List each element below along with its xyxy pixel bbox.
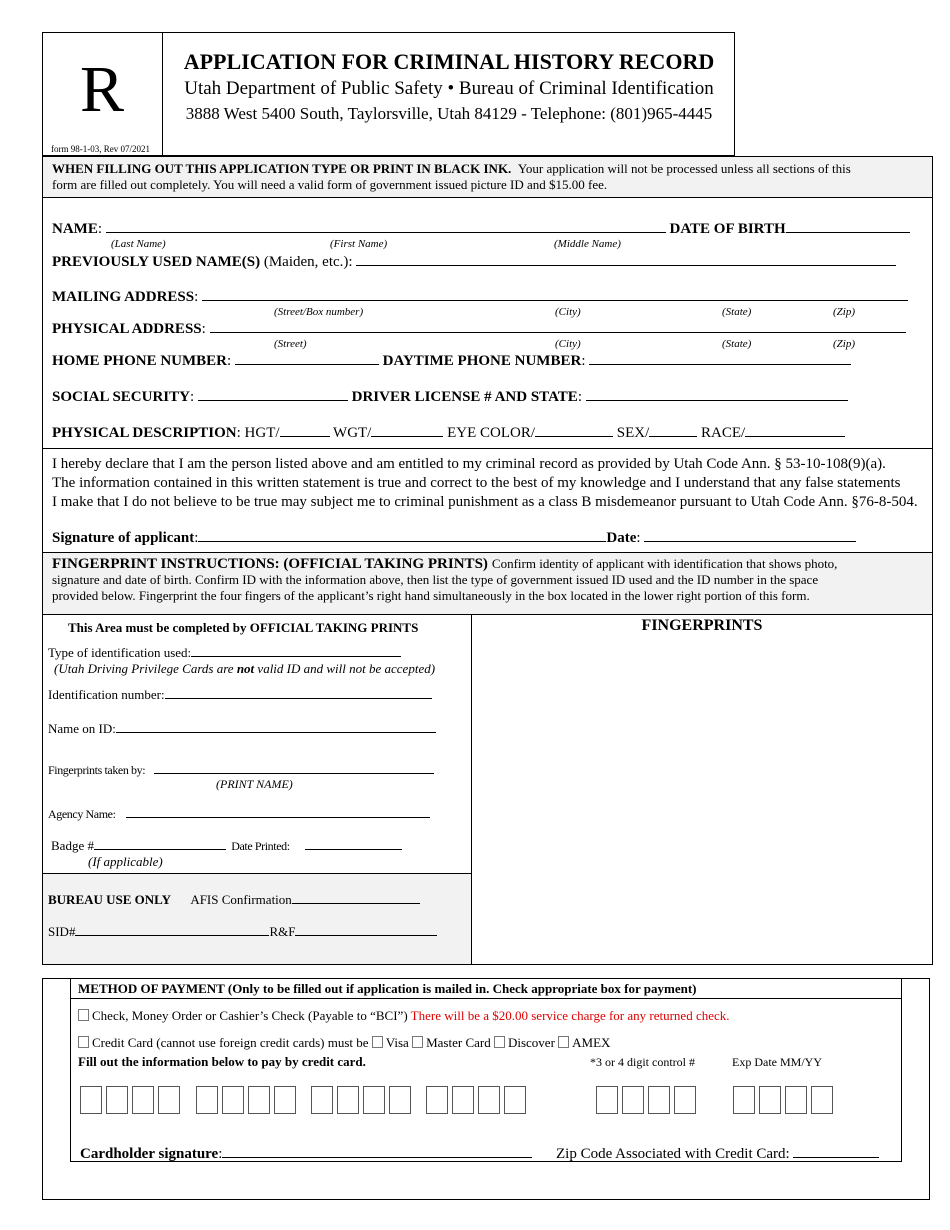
agency-address: 3888 West 5400 South, Taylorsville, Utah 84129 - Telephone: (801)965-4445 [185, 104, 713, 123]
name-label: NAME [52, 221, 98, 237]
column-divider [471, 615, 472, 965]
physical-address-row: PHYSICAL ADDRESS: [52, 319, 906, 338]
zip-row [556, 1144, 879, 1163]
mailing-state-text: State [725, 306, 748, 318]
cardholder-signature-field[interactable] [222, 1144, 532, 1158]
first-name-text: First Name [333, 238, 384, 250]
ssn-dl-row: SOCIAL SECURITY: DRIVER LICENSE # AND STATE: [52, 387, 848, 406]
dl-field[interactable] [586, 387, 848, 401]
card-digit-box[interactable] [248, 1086, 270, 1114]
previous-names-suffix: (Maiden, etc.): [263, 254, 353, 270]
rf-label: R&F [269, 924, 296, 939]
form-title: APPLICATION FOR CRIMINAL HISTORY RECORD [183, 49, 715, 74]
divider-declaration [43, 448, 932, 449]
if-applicable-text: If applicable [92, 854, 159, 869]
physical-city-caption: (City) [555, 338, 581, 350]
fill-credit-label: Fill out the information below to pay by credit card. [78, 1054, 366, 1069]
control-digit-box[interactable] [622, 1086, 644, 1114]
payment-inner-box [70, 978, 902, 1162]
ssn-label: SOCIAL SECURITY [52, 389, 190, 405]
name-on-id-row [48, 721, 436, 737]
card-digit-box[interactable] [132, 1086, 154, 1114]
cardholder-row: Cardholder signature: [80, 1144, 532, 1163]
previous-names-row [52, 252, 896, 271]
agency-name: Utah Department of Public Safety • Bureau of Criminal Identification [184, 78, 714, 99]
credit-option-label: Credit Card (cannot use foreign credit cards) must be [92, 1035, 369, 1050]
dl-label: DRIVER LICENSE # AND STATE [351, 389, 578, 405]
form-letter: R [79, 53, 125, 126]
physical-state-text: State [725, 338, 748, 350]
signature-date-field[interactable] [644, 528, 856, 542]
check-option-label: Check, Money Order or Cashier’s Check (Payable to “BCI”) [92, 1008, 408, 1023]
payment-heading: METHOD OF PAYMENT (Only to be filled out if application is mailed in. Check appropriate box for payment) [78, 981, 697, 996]
exp-digit-box[interactable] [811, 1086, 833, 1114]
previous-names-label: PREVIOUSLY USED NAME(S) [52, 254, 261, 270]
afis-label: AFIS Confirmation [190, 892, 292, 907]
mailing-zip-text: Zip [836, 306, 852, 318]
eye-color-label: EYE COLOR/ [447, 425, 536, 441]
id-number-row [48, 687, 432, 703]
card-digit-box[interactable] [274, 1086, 296, 1114]
rf-field[interactable] [295, 924, 437, 936]
home-phone-label: HOME PHONE NUMBER [52, 353, 227, 369]
name-on-id-label: Name on ID: [48, 721, 116, 736]
fingerprints-box[interactable] [480, 645, 925, 957]
badge-field[interactable] [94, 838, 226, 850]
instructions-line-1 [52, 161, 851, 177]
first-name-caption: (First Name) [330, 238, 388, 250]
wgt-label: WGT/ [333, 425, 372, 441]
date-printed-label: Date Printed: [231, 839, 290, 853]
sid-field[interactable] [75, 924, 269, 936]
last-name-text: Last Name [114, 238, 163, 250]
id-type-field[interactable] [191, 645, 401, 657]
card-digit-box[interactable] [504, 1086, 526, 1114]
declaration-line-2: The information contained in this written statement is true and correct to the best of my knowledge and I understand that any false statements [52, 475, 901, 491]
card-digit-box[interactable] [158, 1086, 180, 1114]
dob-label: DATE OF BIRTH [669, 221, 786, 237]
hgt-label: HGT/ [244, 425, 280, 441]
dob-field[interactable] [786, 219, 910, 233]
sex-label: SEX/ [616, 425, 650, 441]
sex-field[interactable] [649, 423, 697, 437]
card-digit-box[interactable] [389, 1086, 411, 1114]
sid-label: SID# [48, 924, 76, 939]
card-digit-box[interactable] [363, 1086, 385, 1114]
exp-date-label: Exp Date MM/YY [732, 1055, 822, 1069]
bureau-use-area [43, 873, 471, 964]
credit-option-checkbox[interactable] [78, 1036, 89, 1048]
exp-digit-box[interactable] [759, 1086, 781, 1114]
daytime-phone-label: DAYTIME PHONE NUMBER [382, 353, 582, 369]
physical-street-caption: (Street) [274, 338, 307, 350]
mailing-address-label: MAILING ADDRESS [52, 289, 195, 305]
cardholder-label: Cardholder signature [80, 1146, 219, 1162]
instructions-bold: WHEN FILLING OUT THIS APPLICATION TYPE OR PRINT IN BLACK INK. [52, 161, 512, 176]
card-digit-box[interactable] [311, 1086, 333, 1114]
id-note-post: valid ID and will not be accepted) [254, 661, 436, 676]
exp-digit-box[interactable] [785, 1086, 807, 1114]
fingerprint-instructions-bold: FINGERPRINT INSTRUCTIONS: (OFFICIAL TAKING PRINTS) [52, 556, 488, 572]
fingerprint-instructions-text-2: signature and date of birth. Confirm ID with the information above, then list the type of government issued ID used and the ID number in the space [52, 572, 819, 587]
previous-names-field[interactable] [356, 252, 896, 266]
print-name-caption: (PRINT NAME) [216, 777, 293, 791]
physical-description-row: PHYSICAL DESCRIPTION: HGT/ WGT/ EYE COLOR/ SEX/ RACE/ [52, 423, 845, 442]
card-digit-box[interactable] [196, 1086, 218, 1114]
official-heading-bold: OFFICIAL TAKING PRINTS [249, 620, 419, 635]
amex-checkbox[interactable] [558, 1036, 569, 1048]
phone-row: HOME PHONE NUMBER: DAYTIME PHONE NUMBER: [52, 351, 851, 370]
name-on-id-field[interactable] [116, 721, 436, 733]
physical-street-text: Street [277, 338, 303, 350]
race-field[interactable] [745, 423, 845, 437]
physical-address-label: PHYSICAL ADDRESS [52, 321, 202, 337]
agency-row [48, 806, 430, 822]
mailing-street-caption: (Street/Box number) [274, 306, 364, 318]
badge-label: Badge # [51, 838, 94, 853]
mailing-city-text: City [558, 306, 578, 318]
mailing-street-text: Street/Box number [277, 306, 360, 318]
control-digit-box[interactable] [596, 1086, 618, 1114]
mailing-address-row: MAILING ADDRESS: [52, 287, 908, 306]
exp-digit-box[interactable] [733, 1086, 755, 1114]
payment-heading-divider [70, 998, 902, 999]
id-number-label: Identification number: [48, 687, 165, 702]
official-heading [68, 620, 418, 636]
bureau-row [48, 892, 420, 908]
agency-label: Agency Name: [48, 807, 116, 821]
visa-label: Visa [385, 1035, 409, 1050]
name-field[interactable] [106, 219, 666, 233]
credit-option-row [78, 1035, 610, 1051]
amex-label: AMEX [572, 1035, 611, 1050]
physical-city-text: City [558, 338, 578, 350]
visa-checkbox[interactable] [372, 1036, 383, 1048]
check-warning: There will be a $20.00 service charge for any returned check. [410, 1008, 730, 1023]
signature-row: Signature of applicant: Date: [52, 528, 856, 547]
check-option-row [78, 1008, 730, 1024]
hgt-field[interactable] [280, 423, 330, 437]
physical-zip-text: Zip [836, 338, 852, 350]
check-option-checkbox[interactable] [78, 1009, 89, 1021]
physical-address-field[interactable] [210, 319, 906, 333]
mailing-address-field[interactable] [202, 287, 908, 301]
signature-field[interactable] [198, 528, 606, 542]
fingerprints-heading: FINGERPRINTS [641, 617, 763, 634]
home-phone-field[interactable] [235, 351, 379, 365]
last-name-caption: (Last Name) [111, 238, 166, 250]
id-note-pre: (Utah Driving Privilege Cards are [54, 661, 237, 676]
date-label: Date [606, 530, 637, 546]
discover-label: Discover [507, 1035, 555, 1050]
badge-row [51, 838, 402, 854]
official-heading-pre: This Area must be completed by [68, 620, 250, 635]
id-type-row [48, 645, 401, 661]
wgt-field[interactable] [371, 423, 443, 437]
taken-by-label: Fingerprints taken by: [48, 763, 146, 777]
card-digit-box[interactable] [222, 1086, 244, 1114]
race-label: RACE/ [701, 425, 746, 441]
card-digit-box[interactable] [80, 1086, 102, 1114]
sid-row [48, 924, 437, 940]
fingerprint-instructions-line-1 [52, 555, 837, 573]
mailing-state-caption: (State) [722, 306, 752, 318]
instructions-text-1: Your application will not be processed unless all sections of this [517, 161, 851, 176]
physical-zip-caption: (Zip) [833, 338, 856, 350]
afis-field[interactable] [292, 892, 420, 904]
instructions-text-2: form are filled out completely. You will need a valid form of government issued picture ID and $15.00 fee. [52, 177, 608, 192]
control-digit-box[interactable] [648, 1086, 670, 1114]
form-number: form 98-1-03, Rev 07/2021 [51, 144, 150, 154]
declaration-line-1: I hereby declare that I am the person listed above and am entitled to my criminal record as provided by Utah Code Ann. § 53-10-108(9)(a). [52, 456, 886, 472]
fingerprint-instructions-text-1: Confirm identity of applicant with identification that shows photo, [491, 556, 838, 571]
signature-label: Signature of applicant [52, 530, 195, 546]
eye-color-field[interactable] [535, 423, 613, 437]
discover-checkbox[interactable] [494, 1036, 505, 1048]
card-digit-box[interactable] [426, 1086, 448, 1114]
card-digit-box[interactable] [337, 1086, 359, 1114]
agency-field[interactable] [126, 806, 430, 818]
ssn-field[interactable] [198, 387, 348, 401]
date-printed-field[interactable] [305, 838, 402, 850]
id-note [54, 661, 435, 677]
mastercard-checkbox[interactable] [412, 1036, 423, 1048]
id-type-label: Type of identification used: [48, 645, 192, 660]
zip-label: Zip Code Associated with Credit Card: [556, 1146, 790, 1162]
physical-description-label: PHYSICAL DESCRIPTION [52, 425, 237, 441]
physical-state-caption: (State) [722, 338, 752, 350]
card-digit-box[interactable] [478, 1086, 500, 1114]
taken-by-row [48, 762, 434, 778]
id-number-field[interactable] [165, 687, 432, 699]
middle-name-caption: (Middle Name) [554, 238, 621, 250]
card-digit-box[interactable] [452, 1086, 474, 1114]
print-name-text: PRINT NAME [220, 777, 289, 791]
if-applicable-caption: (If applicable) [88, 854, 163, 869]
mailing-zip-caption: (Zip) [833, 306, 856, 318]
declaration-line-3: I make that I do not believe to be true may subject me to criminal punishment as a class B misdemeanor pursuant to Utah Code Ann. §76-8-504. [52, 494, 918, 510]
zip-field[interactable] [793, 1144, 879, 1158]
middle-name-text: Middle Name [557, 238, 618, 250]
control-digit-box[interactable] [674, 1086, 696, 1114]
daytime-phone-field[interactable] [589, 351, 851, 365]
mastercard-label: Master Card [426, 1035, 491, 1050]
bureau-label: BUREAU USE ONLY [48, 892, 172, 907]
fingerprint-instructions-text-3: provided below. Fingerprint the four fingers of the applicant’s right hand simultaneously in the box located in the lower right portion of this form. [52, 588, 810, 603]
mailing-city-caption: (City) [555, 306, 581, 318]
taken-by-field[interactable] [154, 762, 434, 774]
id-note-not: not [236, 661, 255, 676]
card-digit-box[interactable] [106, 1086, 128, 1114]
control-number-label: *3 or 4 digit control # [590, 1055, 695, 1069]
name-row: NAME: DATE OF BIRTH [52, 219, 910, 238]
